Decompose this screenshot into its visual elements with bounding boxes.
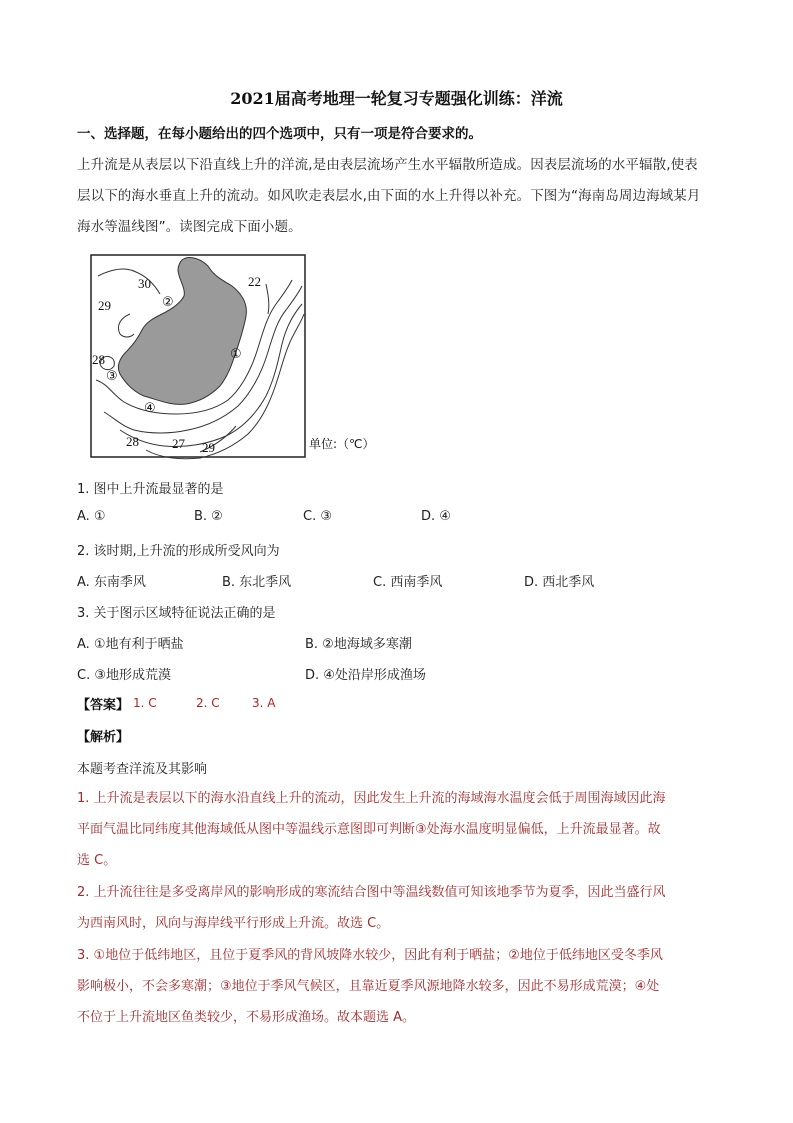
q3-option-b[interactable]: B. ②地海域多寒潮	[305, 637, 412, 652]
answer-item: 1. C	[133, 696, 157, 710]
explanation-line: 平面气温比同纬度其他海域低从图中等温线示意图即可判断③处海水温度明显偏低，上升流最显著。故	[77, 822, 661, 837]
explanation-label: 【解析】	[77, 730, 130, 745]
explanation-line: 影响极小，不会多寒潮；③地位于季风气候区，且靠近夏季风源地降水较多，因此不易形成荒漠；④处	[77, 979, 660, 994]
unit-label: 单位:（℃）	[309, 437, 375, 451]
intro-line: 层以下的海水垂直上升的流动。如风吹走表层水,由下面的水上升得以补充。下图为“海南岛周边海域某月	[77, 188, 701, 204]
answer-label: 【答案】	[77, 698, 130, 713]
isotherm-label: 28	[92, 352, 105, 367]
answer-item: 2. C	[196, 696, 220, 710]
q1-option-a[interactable]: A. ①	[77, 509, 106, 524]
q3-option-c[interactable]: C. ③地形成荒漠	[77, 668, 171, 683]
q2-option-d[interactable]: D. 西北季风	[524, 575, 595, 590]
intro-line: 上升流是从表层以下沿直线上升的洋流,是由表层流场产生水平辐散所造成。因表层流场的水平辐散,使表	[77, 157, 698, 173]
explanation-2	[77, 877, 722, 939]
isotherm-label: 27	[172, 436, 185, 451]
q1-option-c[interactable]: C. ③	[303, 509, 332, 524]
isotherm-label: 29	[202, 440, 215, 455]
q2-option-c[interactable]: C. 西南季风	[373, 575, 443, 590]
hainan-isotherm-map	[90, 254, 390, 464]
point-label: ③	[106, 369, 118, 384]
q2-option-a[interactable]: A. 东南季风	[77, 575, 146, 590]
q2-option-b[interactable]: B. 东北季风	[222, 575, 292, 590]
explanation-intro: 本题考查洋流及其影响	[77, 762, 208, 777]
explanation-line: 不位于上升流地区鱼类较少，不易形成渔场。故本题选 A。	[77, 1010, 416, 1025]
explanation-line: 为西南风时，风向与海岸线平行形成上升流。故选 C。	[77, 916, 390, 931]
point-label: ①	[230, 347, 242, 362]
q1-option-b[interactable]: B. ②	[194, 509, 223, 524]
point-label: ②	[162, 295, 174, 310]
q3-option-a[interactable]: A. ①地有利于晒盐	[77, 637, 184, 652]
intro-line: 海水等温线图”。读图完成下面小题。	[77, 219, 302, 235]
explanation-line: 2. 上升流往往是多受离岸风的影响形成的寒流结合图中等温线数值可知该地季节为夏季，因此当盛行风	[77, 885, 666, 900]
explanation-1	[77, 783, 722, 876]
q1-option-d[interactable]: D. ④	[421, 509, 451, 524]
explanation-line: 1. 上升流是表层以下的海水沿直线上升的流动，因此发生上升流的海域海水温度会低于周围海域因此海	[77, 791, 666, 806]
intro-paragraph	[77, 150, 717, 243]
section-heading: 一、选择题，在每小题给出的四个选项中，只有一项是符合要求的。	[77, 126, 482, 142]
question-2-stem: 2. 该时期,上升流的形成所受风向为	[77, 544, 280, 559]
question-3-stem: 3. 关于图示区域特征说法正确的是	[77, 606, 276, 621]
question-1-stem: 1. 图中上升流最显著的是	[77, 482, 224, 497]
answer-item: 3. A	[252, 696, 276, 710]
isotherm-label: 28	[126, 434, 139, 449]
isotherm-label: 30	[138, 276, 151, 291]
explanation-line: 选 C。	[77, 853, 117, 868]
explanation-line: 3. ①地位于低纬地区，且位于夏季风的背风坡降水较少，因此有利于晒盐；②地位于低纬地区受冬季风	[77, 948, 663, 963]
q3-option-d[interactable]: D. ④处沿岸形成渔场	[305, 668, 426, 683]
page-title: 2021届高考地理一轮复习专题强化训练：洋流	[230, 89, 563, 108]
explanation-3	[77, 940, 722, 1033]
point-label: ④	[144, 401, 156, 416]
isotherm-label: 29	[98, 298, 111, 313]
isotherm-label: 22	[248, 274, 261, 289]
